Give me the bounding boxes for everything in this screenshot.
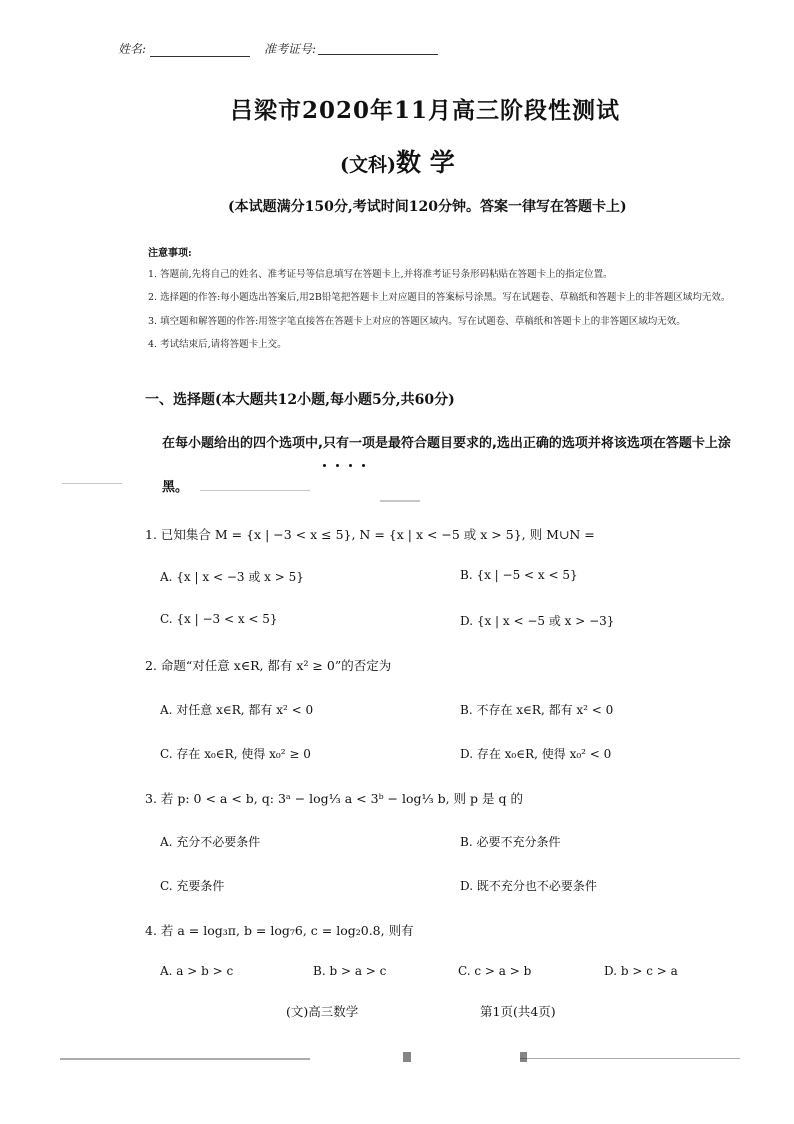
exam-title: 吕梁市2020年11月高三阶段性测试 [230, 97, 621, 124]
option-d: D. {x | x < −5 或 x > −3} [460, 614, 615, 628]
emphasis-dots [318, 452, 370, 471]
option-c: C. {x | −3 < x < 5} [160, 612, 278, 626]
notes-title: 注意事项: [148, 248, 192, 259]
exam-info: (本试题满分150分,考试时间120分钟。答案一律写在答题卡上) [228, 199, 627, 215]
scan-edge [60, 1058, 310, 1060]
note-item: 2. 选择题的作答:每小题选出答案后,用2B铅笔把答题卡上对应题目的答案标号涂黑。写在试题卷、草稿纸和答题卡上的非答题区域均无效。 [148, 292, 731, 303]
page-number: 第1页(共4页) [480, 1004, 556, 1019]
note-item: 1. 答题前,先将自己的姓名、准考证号等信息填写在答题卡上,并将准考证号条形码粘贴在答题卡上的指定位置。 [148, 269, 613, 280]
option-c: C. c > a > b [458, 964, 532, 978]
option-c: C. 存在 x₀∈R, 使得 x₀² ≥ 0 [160, 747, 311, 761]
scan-mark [520, 1052, 527, 1062]
option-b: B. b > a > c [313, 964, 387, 978]
subject-prefix: (文科) [340, 154, 396, 176]
option-d: D. 存在 x₀∈R, 使得 x₀² < 0 [460, 747, 612, 761]
option-d: D. b > c > a [604, 964, 678, 978]
question-stem: 3. 若 p: 0 < a < b, q: 3ᵃ − log⅓ a < 3ᵇ − log⅓ b, 则 p 是 q 的 [145, 791, 523, 806]
name-blank [150, 56, 250, 57]
option-a: A. 充分不必要条件 [160, 835, 261, 849]
option-a: A. {x | x < −3 或 x > 5} [160, 570, 304, 584]
scan-smudge [380, 500, 420, 502]
note-item: 3. 填空题和解答题的作答:用签字笔直接答在答题卡上对应的答题区域内。写在试题卷、草稿纸和答题卡上的非答题区域均无效。 [148, 316, 686, 327]
note-item: 4. 考试结束后,请将答题卡上交。 [148, 339, 287, 350]
question-stem: 1. 已知集合 M = {x | −3 < x ≤ 5}, N = {x | x < −5 或 x > 5}, 则 M∪N = [145, 527, 595, 542]
name-label: 姓名: [118, 42, 147, 56]
exam-number-label: 准考证号: [264, 42, 317, 56]
option-a: A. 对任意 x∈R, 都有 x² < 0 [160, 703, 314, 717]
option-b: B. 必要不充分条件 [460, 835, 561, 849]
section-instruction-line2: 黑。 [162, 480, 189, 495]
question-stem: 4. 若 a = log₃π, b = log₇6, c = log₂0.8, 则有 [145, 923, 414, 938]
subject-main: 数 学 [395, 148, 455, 177]
exam-number-blank [318, 54, 438, 55]
exam-subject [340, 143, 455, 179]
footer-subject: (文)高三数学 [286, 1004, 359, 1019]
scan-smudge [62, 483, 122, 484]
option-a: A. a > b > c [160, 964, 234, 978]
section-heading: 一、选择题(本大题共12小题,每小题5分,共60分) [145, 392, 455, 408]
scan-mark [403, 1052, 411, 1062]
scan-edge [520, 1058, 740, 1059]
section-instruction-line1: 在每小题给出的四个选项中,只有一项是最符合题目要求的,选出正确的选项并将该选项在答题卡上涂 [162, 436, 731, 451]
option-c: C. 充要条件 [160, 879, 225, 893]
option-d: D. 既不充分也不必要条件 [460, 879, 597, 893]
option-b: B. 不存在 x∈R, 都有 x² < 0 [460, 703, 614, 717]
question-stem: 2. 命题“对任意 x∈R, 都有 x² ≥ 0”的否定为 [145, 658, 392, 673]
option-b: B. {x | −5 < x < 5} [460, 568, 578, 582]
scan-smudge [200, 490, 310, 491]
